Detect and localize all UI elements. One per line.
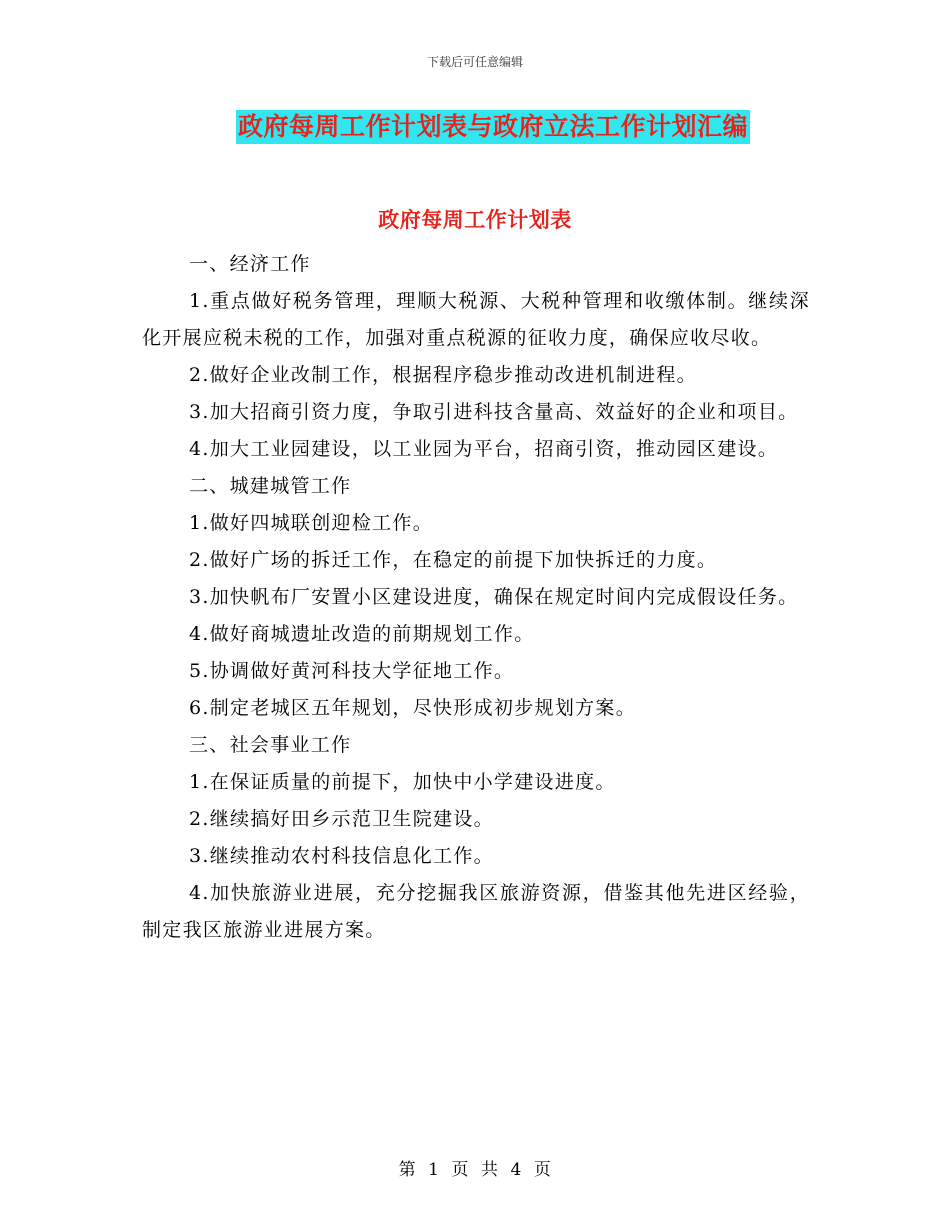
paragraph-heading-economy: 一、经济工作 [189, 253, 311, 275]
paragraph: 4.做好商城遗址改造的前期规划工作。 [189, 623, 535, 645]
page-footer [0, 1155, 950, 1180]
footer-label: 页 [451, 1160, 469, 1180]
paragraph: 2.继续搞好田乡示范卫生院建设。 [189, 808, 494, 830]
paragraph: 2.做好企业改制工作，根据程序稳步推动改进机制进程。 [189, 364, 697, 386]
page-number-total: 4 [510, 1160, 522, 1180]
paragraph: 3.加大招商引资力度，争取引进科技含量高、效益好的企业和项目。 [189, 401, 799, 423]
paragraph: 3.加快帆布厂安置小区建设进度，确保在规定时间内完成假设任务。 [189, 586, 799, 608]
paragraph: 5.协调做好黄河科技大学征地工作。 [189, 660, 515, 682]
paragraph: 6.制定老城区五年规划，尽快形成初步规划方案。 [189, 697, 637, 719]
footer-label: 共 [481, 1160, 499, 1180]
document-title: 政府每周工作计划表与政府立法工作计划汇编 [236, 110, 750, 144]
paragraph: 2.做好广场的拆迁工作，在稳定的前提下加快拆迁的力度。 [189, 549, 718, 571]
paragraph: 1.在保证质量的前提下，加快中小学建设进度。 [189, 771, 616, 793]
paragraph-heading-social: 三、社会事业工作 [189, 734, 352, 756]
paragraph: 4.加快旅游业进展，充分挖掘我区旅游资源，借鉴其他先进区经验，制定我区旅游业进展方案。 [142, 882, 810, 941]
section-title: 政府每周工作计划表 [378, 207, 572, 232]
page-number-current: 1 [428, 1160, 440, 1180]
paragraph: 1.重点做好税务管理，理顺大税源、大税种管理和收缴体制。继续深化开展应税未税的工作，加强对重点税源的征收力度，确保应收尽收。 [142, 290, 810, 349]
header-note: 下载后可任意编辑 [426, 55, 523, 69]
paragraph: 1.做好四城联创迎检工作。 [189, 512, 434, 534]
footer-label: 页 [533, 1160, 552, 1180]
paragraph: 3.继续推动农村科技信息化工作。 [189, 845, 494, 867]
paragraph: 4.加大工业园建设，以工业园为平台，招商引资，推动园区建设。 [189, 438, 779, 460]
footer-label: 第 [398, 1160, 417, 1180]
paragraph-heading-urban: 二、城建城管工作 [189, 475, 352, 497]
body-content [142, 246, 810, 949]
